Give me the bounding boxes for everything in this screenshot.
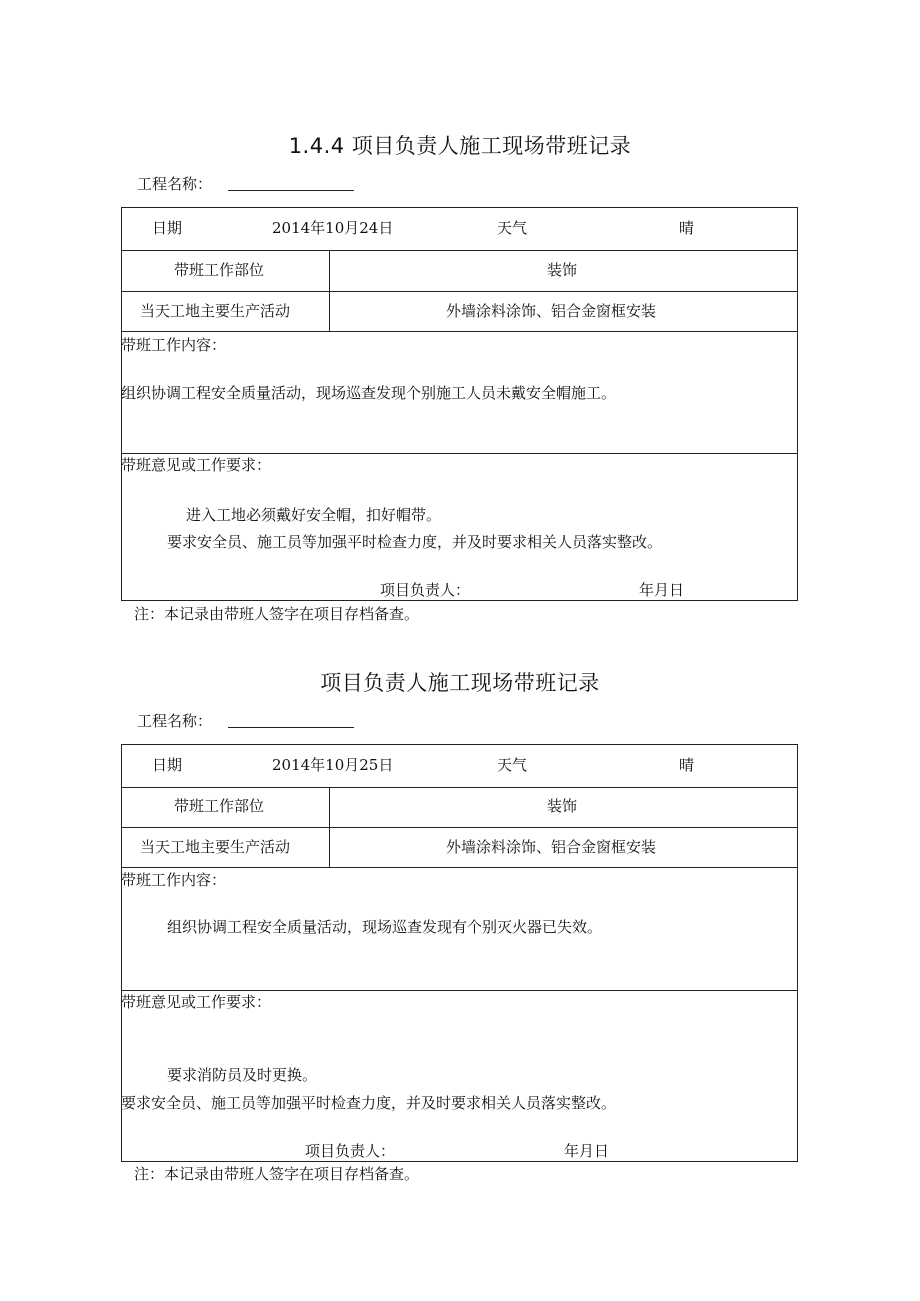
location-label: 带班工作部位 <box>174 797 265 815</box>
opinion-label: 带班意见或工作要求： <box>121 456 272 474</box>
date-value: 2014年10月24日 <box>272 219 394 237</box>
record-title: 项目负责人施工现场带班记录 <box>320 671 600 695</box>
date-label: 日期 <box>152 219 183 237</box>
opinion-text: 要求安全员、施工员等加强平时检查力度，并及时要求相关人员落实整改。 <box>167 533 663 551</box>
sign-date-label: 年月日 <box>639 581 685 599</box>
sign-date-label: 年月日 <box>564 1142 610 1160</box>
project-name-field[interactable] <box>228 727 354 728</box>
date-label: 日期 <box>152 756 183 774</box>
project-name-field[interactable] <box>228 190 354 191</box>
record-title: 1.4.4 项目负责人施工现场带班记录 <box>288 134 632 158</box>
signer-label: 项目负责人： <box>380 581 471 599</box>
weather-label: 天气 <box>497 219 528 237</box>
location-value: 装饰 <box>547 261 578 279</box>
weather-value: 晴 <box>679 756 695 774</box>
content-label: 带班工作内容： <box>121 336 227 354</box>
content-text: 组织协调工程安全质量活动，现场巡查发现有个别灭火器已失效。 <box>167 918 603 936</box>
project-name-label: 工程名称： <box>137 175 213 193</box>
opinion-text: 要求消防员及时更换。 <box>167 1066 318 1084</box>
activity-label: 当天工地主要生产活动 <box>140 838 291 856</box>
date-value: 2014年10月25日 <box>272 756 394 774</box>
signer-label: 项目负责人： <box>305 1142 396 1160</box>
location-label: 带班工作部位 <box>174 261 265 279</box>
opinion-text: 进入工地必须戴好安全帽，扣好帽带。 <box>186 506 442 524</box>
opinion-text: 要求安全员、施工员等加强平时检查力度，并及时要求相关人员落实整改。 <box>121 1094 617 1112</box>
activity-value: 外墙涂料涂饰、铝合金窗框安装 <box>446 302 657 320</box>
weather-label: 天气 <box>497 756 528 774</box>
opinion-label: 带班意见或工作要求： <box>121 993 272 1011</box>
note: 注：本记录由带班人签字在项目存档备查。 <box>134 1165 420 1183</box>
content-label: 带班工作内容： <box>121 871 227 889</box>
location-value: 装饰 <box>547 797 578 815</box>
activity-value: 外墙涂料涂饰、铝合金窗框安装 <box>446 838 657 856</box>
note: 注：本记录由带班人签字在项目存档备查。 <box>134 605 420 623</box>
project-name-label: 工程名称： <box>137 712 213 730</box>
content-text: 组织协调工程安全质量活动，现场巡查发现个别施工人员未戴安全帽施工。 <box>121 384 617 402</box>
activity-label: 当天工地主要生产活动 <box>140 302 291 320</box>
weather-value: 晴 <box>679 219 695 237</box>
